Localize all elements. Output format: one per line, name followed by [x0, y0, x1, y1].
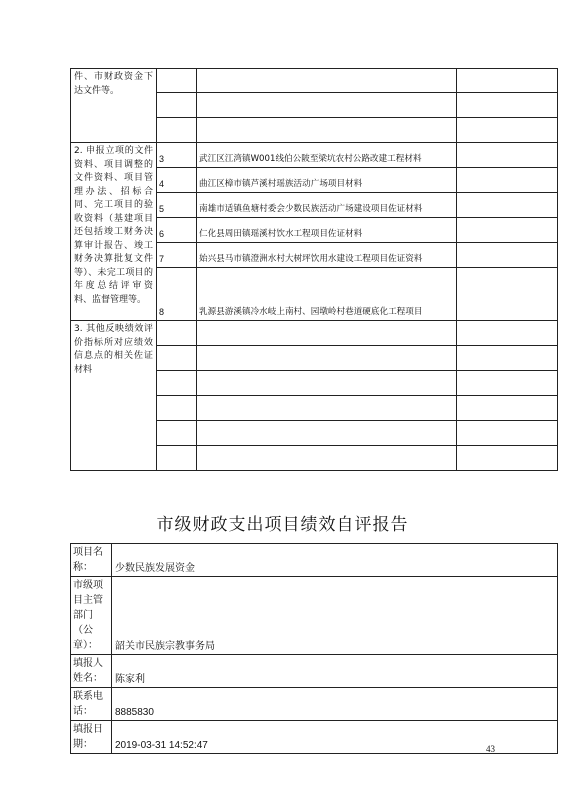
- material-name: 武江区江湾镇W001线伯公陂至梁坑农村公路改建工程材料: [197, 143, 457, 168]
- category-apply-text: 2. 申报立项的文件资料、项目调整的文件资料、项目管理办法、招标合同、完工项目的验收资料（基建项目还包括竣工财务决算审计报告、竣工财务决算批复文件等）、未完工项目的年度总结评审资料、监督管理等。: [74, 146, 153, 305]
- field-value: 陈家利: [112, 655, 558, 688]
- field-label: 填报人姓名：: [71, 655, 112, 688]
- field-value: 少数民族发展资金: [112, 544, 558, 577]
- report-info-table: [70, 543, 558, 754]
- page-number: 43: [486, 744, 495, 754]
- row-number: 4: [157, 168, 197, 193]
- row-number: 6: [157, 218, 197, 243]
- category-prev-cell: [71, 69, 157, 143]
- material-name: 始兴县马市镇澄洲水村大树坪饮用水建设工程项目佐证资料: [197, 243, 457, 268]
- category-prev-text: 件、市财政资金下达文件等。: [74, 72, 153, 96]
- evidence-table: [70, 68, 558, 471]
- material-name: 乳源县游溪镇冷水岐上南村、园墩岭村巷道硬底化工程项目: [197, 268, 457, 321]
- field-value: 8885830: [112, 688, 558, 721]
- field-label: 联系电话：: [71, 688, 112, 721]
- field-row: [71, 721, 558, 754]
- row-number: 5: [157, 193, 197, 218]
- row-number: 3: [157, 143, 197, 168]
- field-row: [71, 655, 558, 688]
- field-row: [71, 577, 558, 655]
- category-other-text: 3. 其他反映绩效评价指标所对应绩效信息点的相关佐证材料: [74, 324, 153, 375]
- field-row: [71, 544, 558, 577]
- field-label: 项目名称：: [71, 544, 112, 577]
- material-name: 仁化县周田镇瑶溪村饮水工程项目佐证材料: [197, 218, 457, 243]
- category-apply-cell: [71, 143, 157, 321]
- field-label: 市级项目主管部门（公章）：: [71, 577, 112, 655]
- category-other-cell: [71, 321, 157, 471]
- field-label: 填报日期：: [71, 721, 112, 754]
- row-number: 8: [157, 268, 197, 321]
- row-number: 7: [157, 243, 197, 268]
- field-row: [71, 688, 558, 721]
- report-title: 市级财政支出项目绩效自评报告: [156, 515, 409, 535]
- field-value: 韶关市民族宗教事务局: [112, 577, 558, 655]
- field-value: 2019-03-31 14:52:47: [112, 721, 558, 754]
- material-name: 曲江区樟市镇芦溪村瑶族活动广场项目材料: [197, 168, 457, 193]
- table-row: [71, 143, 558, 168]
- material-name: 南雄市适镇鱼塘村委会少数民族活动广场建设项目佐证材料: [197, 193, 457, 218]
